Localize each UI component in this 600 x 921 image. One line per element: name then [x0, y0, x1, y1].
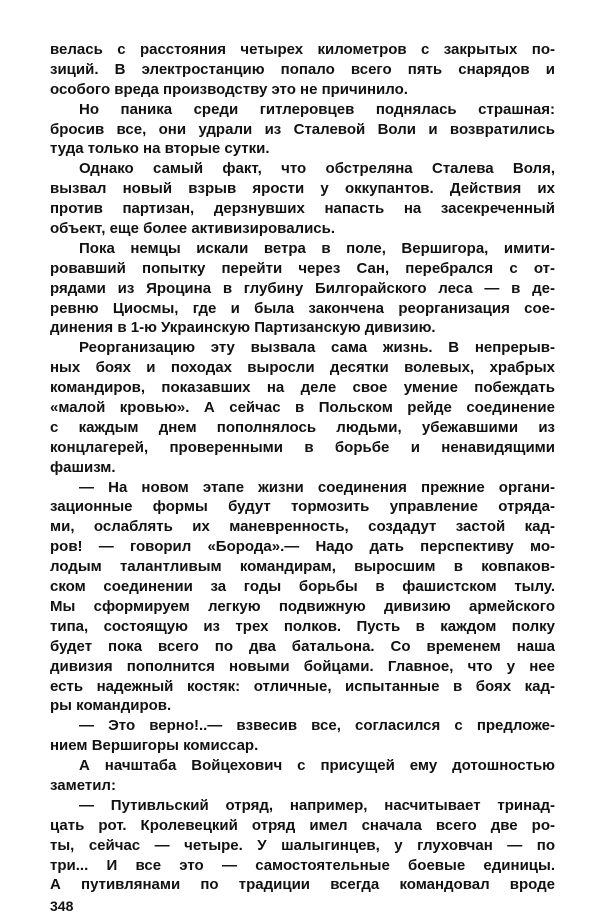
- text-line: ми, ослаблять их маневренность, создадут застой кад-: [50, 518, 555, 536]
- text-line: Однако самый факт, что обстреляна Сталева Воля,: [79, 160, 555, 178]
- text-line: фашизм.: [50, 458, 116, 476]
- text-line: — Это верно!..— взвесив все, согласился с предложе-: [79, 717, 555, 735]
- text-line: есть надежный костяк: отличные, испытанные в боях кад-: [50, 677, 555, 695]
- text-line: туда только на вторые сутки.: [50, 140, 270, 158]
- text-line: заметил:: [50, 776, 116, 794]
- text-line: ры командиров.: [50, 697, 172, 715]
- text-line: ровавший попытку перейти через Сан, перебрался с от-: [50, 259, 555, 277]
- text-line: велась с расстояния четырех километров с закрытых по-: [50, 41, 555, 58]
- text-line: дивизия пополнится новыми бойцами. Главное, что у нее: [50, 657, 555, 675]
- text-line: Реорганизацию эту вызвала сама жизнь. В непрерыв-: [79, 339, 555, 357]
- text-line: с каждым днем пополнялось людьми, убежавшими из: [50, 418, 555, 436]
- text-line: ревню Циосмы, где и была закончена реорганизация сое-: [50, 299, 555, 317]
- text-line: командиров, показавших на деле свое умение побеждать: [50, 379, 555, 397]
- text-line: динения в 1-ю Украинскую Партизанскую дивизию.: [50, 319, 436, 337]
- text-line: лодым талантливым командирам, выросшим в ковпаков-: [50, 558, 555, 576]
- text-line: А начштаба Войцехович с присущей ему дотошностью: [79, 757, 555, 775]
- paragraph: [50, 159, 555, 239]
- text-line: типа, состоящую из трех полков. Пусть в каждом полку: [50, 617, 555, 635]
- text-line: зационные формы будут тормозить управление отряда-: [50, 498, 555, 516]
- text-line: нием Вершигоры комиссар.: [50, 737, 259, 755]
- text-line: ров! — говорил «Борода».— Надо дать перспективу мо-: [50, 538, 555, 556]
- text-line: против партизан, дерзнувших напасть на засекреченный: [50, 200, 555, 218]
- text-line: А путивлянами по традиции всегда командовал вроде: [50, 876, 555, 894]
- paragraph: [50, 100, 555, 160]
- text-line: — На новом этапе жизни соединения прежние органи-: [79, 478, 555, 496]
- text-line: Мы сформируем легкую подвижную дивизию армейского: [50, 597, 555, 615]
- text-line: концлагерей, проверенными в борьбе и ненавидящими: [50, 438, 555, 456]
- text-line: объект, еще более активизировались.: [50, 220, 336, 238]
- paragraph: [50, 796, 555, 895]
- paragraph: [50, 756, 555, 796]
- text-line: особого вреда производству это не причинило.: [50, 80, 408, 98]
- page-body-text: [50, 40, 555, 895]
- page-number: 348: [50, 898, 74, 914]
- text-line: рядами из Яроцина в глубину Билгорайского леса — в де-: [50, 279, 555, 297]
- paragraph: [50, 716, 555, 756]
- paragraph: [50, 40, 555, 100]
- paragraph: [50, 478, 555, 717]
- text-line: — Путивльский отряд, например, насчитывает тринад-: [79, 796, 555, 814]
- text-line: Но паника среди гитлеровцев поднялась страшная:: [79, 100, 555, 118]
- text-line: вызвал новый взрыв ярости у оккупантов. Действия их: [50, 180, 555, 198]
- text-line: ском соединении за годы борьбы в фашистском тылу.: [50, 578, 555, 596]
- text-line: ты, сейчас — четыре. У шалыгинцев, у глуховчан — по: [50, 836, 555, 854]
- paragraph: [50, 338, 555, 477]
- text-line: зиций. В электростанцию попало всего пять снарядов и: [50, 60, 555, 78]
- text-line: цать рот. Кролевецкий отряд имел сначала всего две ро-: [50, 816, 555, 834]
- text-line: ных боях и походах выросли десятки волевых, храбрых: [50, 359, 555, 377]
- text-line: «малой кровью». А сейчас в Польском рейде соединение: [50, 399, 555, 417]
- text-line: бросив все, они удрали из Сталевой Воли и возвратились: [50, 120, 555, 138]
- text-line: три... И все это — самостоятельные боевые единицы.: [50, 856, 555, 874]
- paragraph: [50, 239, 555, 338]
- text-line: Пока немцы искали ветра в поле, Вершигора, имити-: [79, 239, 555, 257]
- text-line: будет пока всего по два батальона. Со временем наша: [50, 637, 555, 655]
